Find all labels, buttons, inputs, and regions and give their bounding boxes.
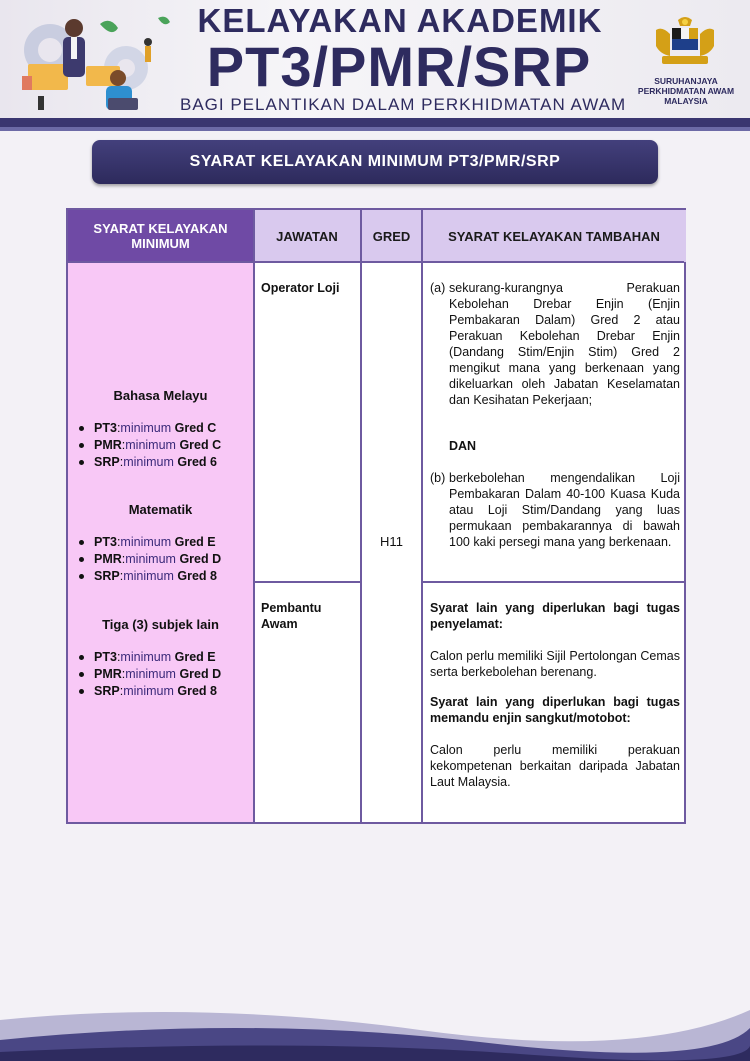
coat-of-arms-icon (652, 14, 718, 70)
header-gred: GRED (361, 210, 422, 262)
pembantu-awam-requirements (430, 600, 680, 790)
column-divider (421, 210, 423, 822)
penyelamat-heading: Syarat lain yang diperlukan bagi tugas penyelamat: (430, 601, 680, 631)
subject-title-math: Matematik (128, 502, 193, 517)
operator-loji-requirements (422, 280, 686, 580)
subject-title-bm: Bahasa Melayu (113, 388, 208, 403)
list-item: SRP:minimum Gred 6 (78, 454, 221, 471)
header-syarat-minimum: SYARAT KELAYAKAN MINIMUM (68, 210, 253, 262)
header-syarat-tambahan: SYARAT KELAYAKAN TAMBAHAN (422, 210, 686, 262)
list-item: PT3:minimum Gred E (78, 649, 221, 666)
math-requirements-list (78, 534, 221, 585)
header-title-line2: PT3/PMR/SRP (206, 35, 592, 98)
header-title-line1: KELAYAKAN AKADEMIK (197, 2, 603, 39)
motobot-heading: Syarat lain yang diperlukan bagi tugas memandu enjin sangkut/motobot: (430, 695, 680, 725)
section-title: SYARAT KELAYAKAN MINIMUM PT3/PMR/SRP (92, 140, 658, 184)
subject-title-other: Tiga (3) subjek lain (102, 617, 219, 632)
list-item: SRP:minimum Gred 8 (78, 683, 221, 700)
list-item: PT3:minimum Gred C (78, 420, 221, 437)
column-divider (253, 210, 255, 822)
header-title-line3: BAGI PELANTIKAN DALAM PERKHIDMATAN AWAM (180, 95, 627, 114)
requirement-item-a: (a) sekurang-kurangnya Perakuan Kebolehan Drebar Enjin (Enjin Pembakaran Dalam) Gred 2 atau Perakuan Kebolehan Drebar Enjin (Dandang Stim/Enjin Stim) Gred 2 mengikut mana yang berkenaan yang dikeluarkan oleh Jabatan Keselamatan dan Kesihatan Pekerjaan; (430, 281, 680, 407)
list-item: PMR:minimum Gred D (78, 551, 221, 568)
requirement-item-b: (b) berkebolehan mengendalikan Loji Pembakaran Dalam 40-100 Kuasa Kuda atau Loji Stim/Dandang yang luas permukaan pembakarannya di bawah 100 kaki persegi mana yang berkenaan. (430, 471, 680, 549)
header-divider-accent (0, 127, 750, 131)
gred-value: H11 (380, 534, 403, 549)
penyelamat-text: Calon perlu memiliki Sijil Pertolongan Cemas serta berkebolehan berenang. (430, 649, 680, 679)
connector-dan: DAN (449, 439, 477, 453)
office-workers-illustration (8, 6, 178, 114)
page-header (0, 0, 750, 122)
agency-name: SURUHANJAYA PERKHIDMATAN AWAM MALAYSIA (637, 76, 735, 106)
minimum-requirements-cell (68, 262, 253, 822)
footer-decoration (0, 960, 750, 1061)
jawatan-pembantu-awam: Pembantu Awam (261, 601, 322, 631)
jawatan-operator-loji: Operator Loji (261, 281, 340, 295)
other-requirements-list (78, 649, 221, 700)
list-item: PT3:minimum Gred E (78, 534, 221, 551)
motobot-text: Calon perlu memiliki perakuan kekompetenan berkaitan daripada Jabatan Laut Malaysia. (430, 743, 680, 789)
requirements-table (66, 208, 686, 824)
header-divider (0, 118, 750, 127)
column-divider (360, 210, 362, 822)
list-item: SRP:minimum Gred 8 (78, 568, 221, 585)
row-divider (423, 581, 684, 583)
header-divider-line (68, 261, 684, 263)
list-item: PMR:minimum Gred D (78, 666, 221, 683)
bm-requirements-list (78, 420, 221, 471)
header-jawatan: JAWATAN (253, 210, 361, 262)
row-divider (255, 581, 361, 583)
list-item: PMR:minimum Gred C (78, 437, 221, 454)
